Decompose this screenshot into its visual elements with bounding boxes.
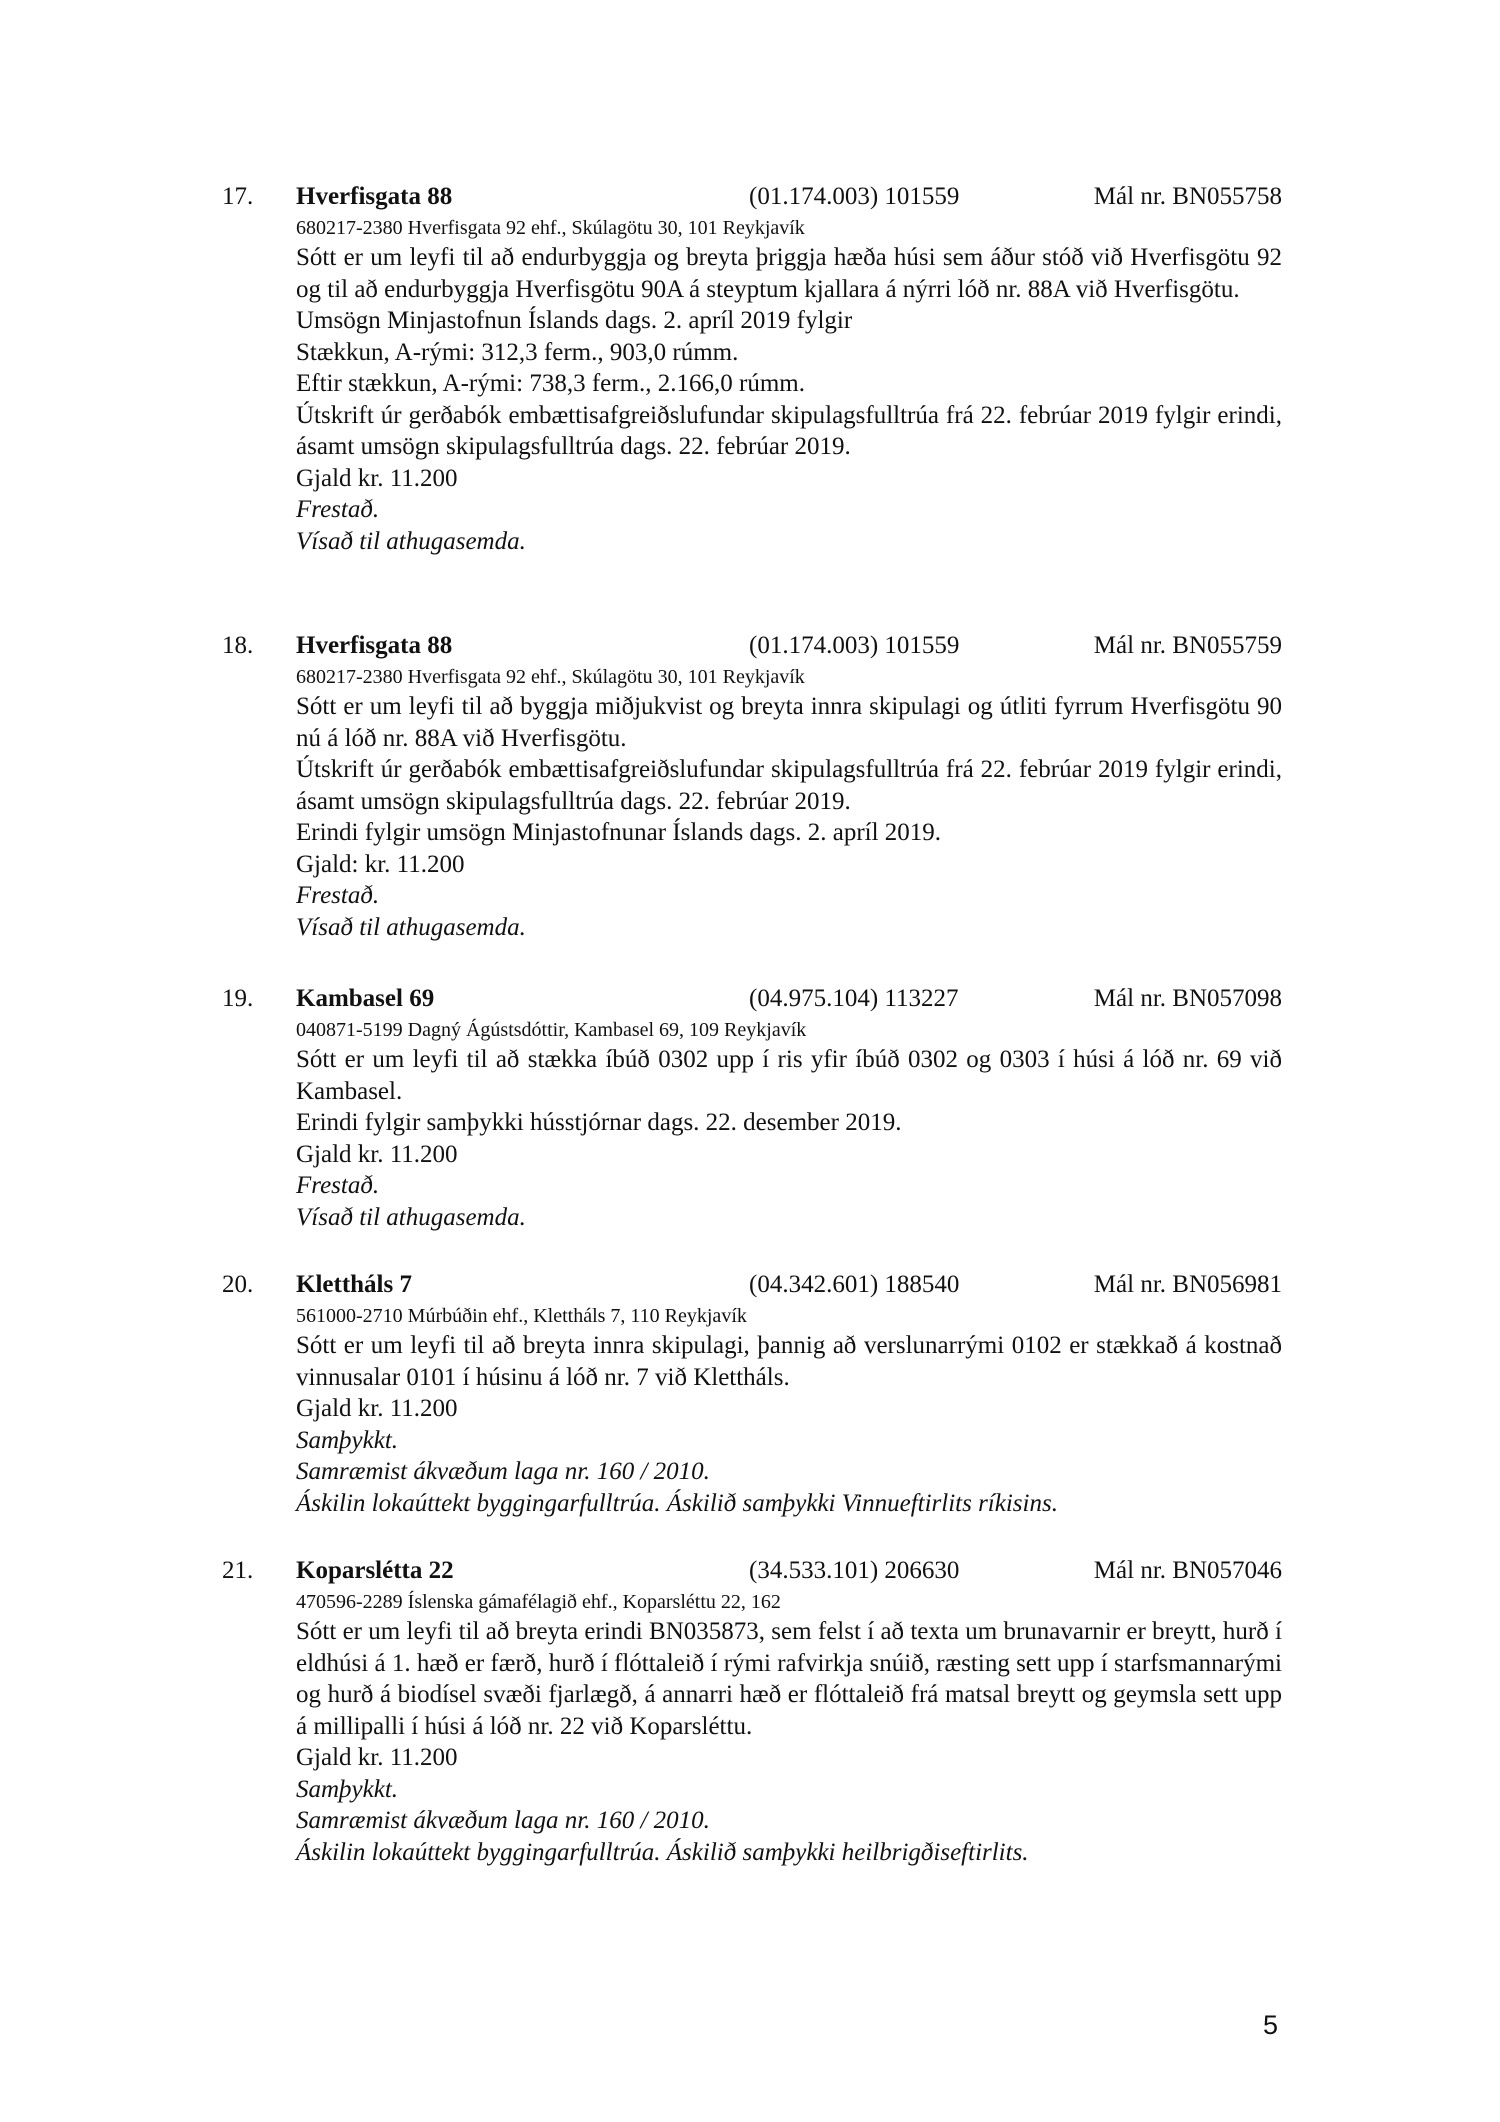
entry-note: Stækkun, A-rými: 312,3 ferm., 903,0 rúmm. [296,338,739,366]
entry-number: 20. [222,1271,254,1298]
entry-decision: Vísað til athugasemda. [296,1203,526,1231]
entry-note: Umsögn Minjastofnun Íslands dags. 2. apríl 2019 fylgir [296,307,853,334]
entry-number: 17. [222,183,254,210]
entry-owner: 470596-2289 Íslenska gámafélagið ehf., Koparsléttu 22, 162 [296,1591,781,1613]
entry-20 [222,1268,1282,1519]
entry-fee: Gjald kr. 11.200 [296,1744,458,1771]
entry-header [222,629,1282,663]
entry-decision: Áskilin lokaúttekt byggingarfulltrúa. Áskilið samþykki Vinnueftirlits ríkisins. [296,1489,1058,1517]
entry-case-number: Mál nr. BN057046 [1093,1557,1282,1584]
entry-reference: (04.975.104) 113227 [749,985,959,1012]
entry-number: 21. [222,1557,254,1584]
entry-decision: Vísað til athugasemda. [296,913,526,941]
entry-description: Sótt er um leyfi til að byggja miðjukvist og breyta innra skipulagi og útliti fyrrum Hverfisgötu 90 nú á lóð nr. 88A við Hverfisgötu. [296,693,1282,752]
entry-decision: Vísað til athugasemda. [296,527,526,555]
entry-reference: (04.342.601) 188540 [749,1271,960,1298]
entry-address: Kambasel 69 [296,985,435,1012]
entry-fee: Gjald: kr. 11.200 [296,850,465,878]
entry-description: Sótt er um leyfi til að breyta erindi BN035873, sem felst í að texta um brunavarnir er breytt, hurð í eldhúsi á 1. hæð er færð, hurð í flóttaleið í rými rafvirkja snúið, ræsting sett upp í starfsmannarými og hurð á biodísel svæði fjarlægð, á annarri hæð er flóttaleið frá matsal breytt og geymsla sett upp á millipalli í húsi á lóð nr. 22 við Koparsléttu. [296,1618,1282,1740]
entry-reference: (01.174.003) 101559 [749,183,960,210]
entry-address: Hverfisgata 88 [296,183,453,210]
entry-decision: Samþykkt. [296,1426,399,1454]
entry-body [296,1302,1282,1519]
entry-owner: 040871-5199 Dagný Ágústsdóttir, Kambasel 69, 109 Reykjavík [296,1019,807,1041]
entry-owner: 680217-2380 Hverfisgata 92 ehf., Skúlagötu 30, 101 Reykjavík [296,217,805,239]
entry-extra: Útskrift úr gerðabók embættisafgreiðslufundar skipulagsfulltrúa frá 22. febrúar 2019 fylgir erindi, ásamt umsögn skipulagsfulltrúa dags. 22. febrúar 2019. [296,401,1282,460]
entry-fee: Gjald kr. 11.200 [296,464,458,492]
entry-description: Sótt er um leyfi til að breyta innra skipulagi, þannig að verslunarrými 0102 er stækkað á kostnað vinnusalar 0101 í húsinu á lóð nr. 7 við Klettháls. [296,1332,1282,1391]
page-number: 5 [1262,2010,1278,2040]
entry-number: 18. [222,632,254,659]
entry-decision: Frestað. [296,1172,380,1199]
entry-header [222,1554,1282,1588]
entry-body [296,663,1282,943]
entry-extra: Útskrift úr gerðabók embættisafgreiðslufundar skipulagsfulltrúa frá 22. febrúar 2019 fylgir erindi, ásamt umsögn skipulagsfulltrúa dags. 22. febrúar 2019. [296,756,1282,815]
entry-body [296,214,1282,557]
entry-note: Erindi fylgir umsögn Minjastofnunar Íslands dags. 2. apríl 2019. [296,819,942,846]
entry-reference: (34.533.101) 206630 [749,1557,960,1584]
entry-body [296,1016,1282,1233]
entry-address: Klettháls 7 [296,1271,412,1298]
entry-note: Erindi fylgir samþykki hússtjórnar dags. 22. desember 2019. [296,1109,902,1136]
entry-17 [222,180,1282,557]
entry-note: Eftir stækkun, A-rými: 738,3 ferm., 2.166,0 rúmm. [296,370,805,397]
entry-case-number: Mál nr. BN055758 [1093,183,1282,210]
entry-21 [222,1554,1282,1868]
entry-decision: Samþykkt. [296,1775,399,1803]
entry-decision: Samræmist ákvæðum laga nr. 160 / 2010. [296,1807,710,1834]
entry-19 [222,982,1282,1233]
entry-description: Sótt er um leyfi til að stækka íbúð 0302 upp í ris yfir íbúð 0302 og 0303 í húsi á lóð nr. 69 við Kambasel. [296,1046,1282,1105]
entry-decision: Áskilin lokaúttekt byggingarfulltrúa. Áskilið samþykki heilbrigðiseftirlits. [296,1838,1029,1866]
entry-address: Koparslétta 22 [296,1557,454,1584]
entry-header [222,180,1282,214]
entry-owner: 680217-2380 Hverfisgata 92 ehf., Skúlagötu 30, 101 Reykjavík [296,666,805,688]
entry-body [296,1588,1282,1868]
entry-header [222,982,1282,1016]
entry-reference: (01.174.003) 101559 [749,632,960,659]
entry-decision: Frestað. [296,496,380,523]
entry-case-number: Mál nr. BN056981 [1093,1271,1282,1298]
entry-18 [222,629,1282,943]
entry-fee: Gjald kr. 11.200 [296,1140,458,1168]
entry-decision: Samræmist ákvæðum laga nr. 160 / 2010. [296,1458,710,1485]
entry-decision: Frestað. [296,882,380,909]
entry-fee: Gjald kr. 11.200 [296,1395,458,1422]
entry-header [222,1268,1282,1302]
entry-address: Hverfisgata 88 [296,632,453,659]
entry-case-number: Mál nr. BN057098 [1093,985,1282,1012]
entry-number: 19. [222,985,254,1012]
entry-owner: 561000-2710 Múrbúðin ehf., Klettháls 7, 110 Reykjavík [296,1305,747,1327]
entry-description: Sótt er um leyfi til að endurbyggja og breyta þriggja hæða húsi sem áður stóð við Hverfisgötu 92 og til að endurbyggja Hverfisgötu 90A á steyptum kjallara á nýrri lóð nr. 88A við Hverfisgötu. [296,244,1282,303]
entry-case-number: Mál nr. BN055759 [1093,632,1282,659]
